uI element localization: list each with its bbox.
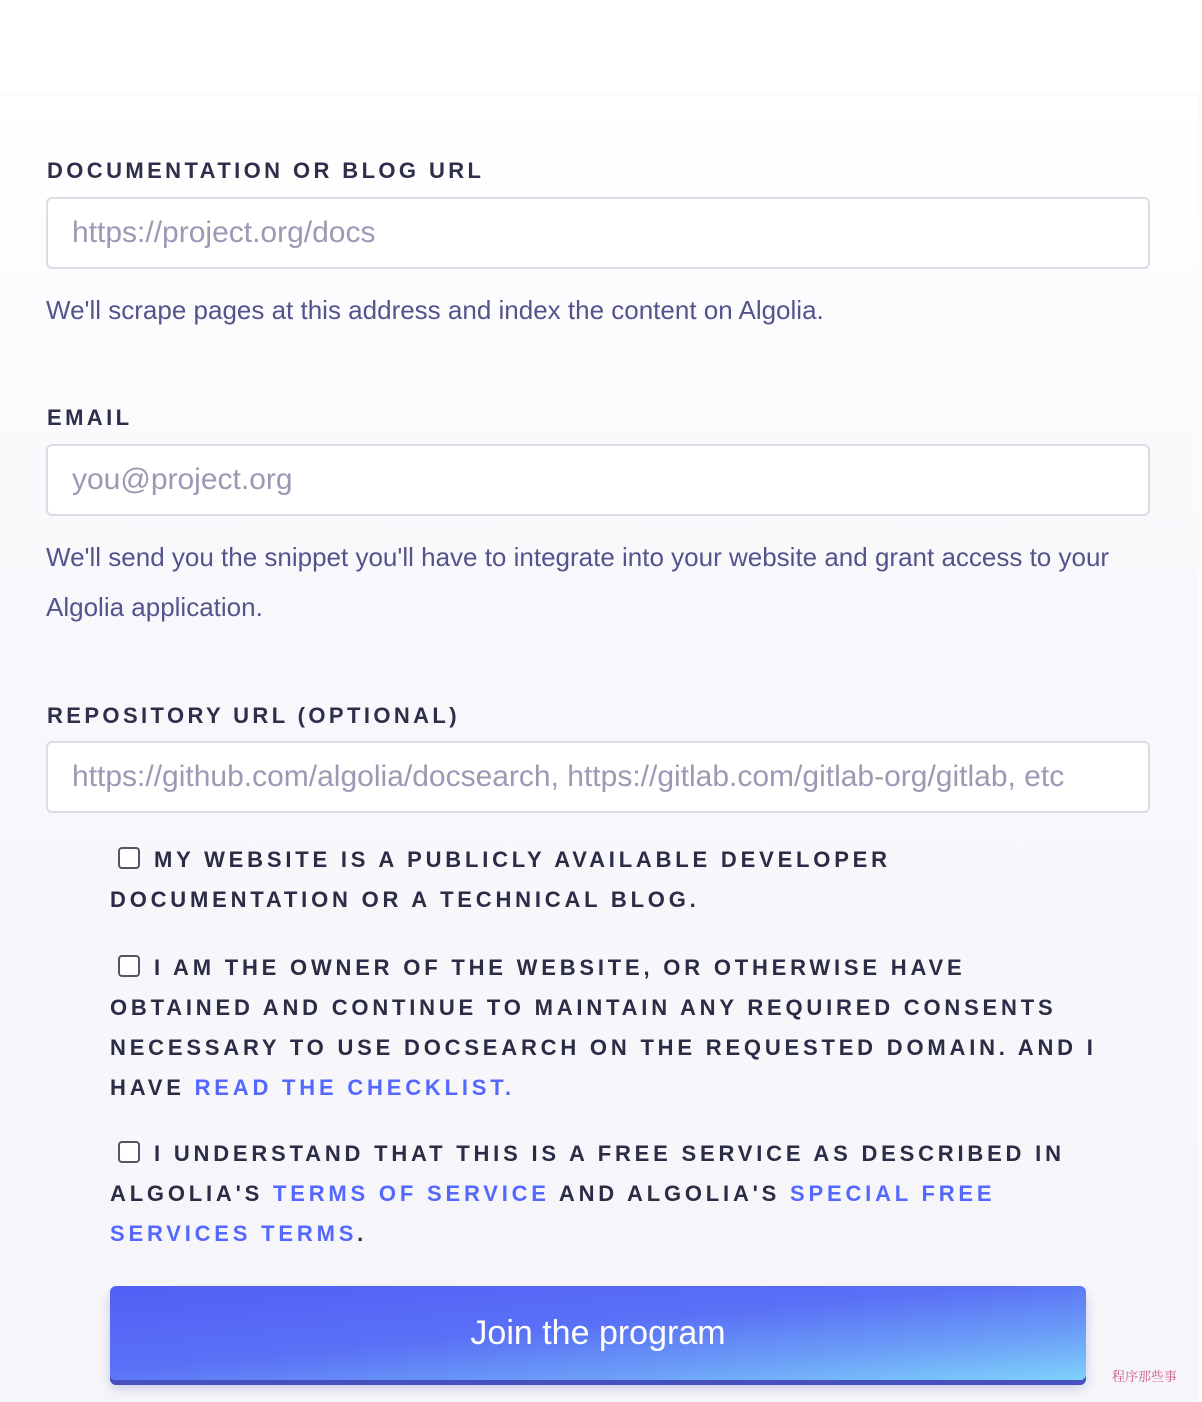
special-free-services-terms-link[interactable]: SPECIAL FREE SERVICES TERMS [110,1181,996,1246]
repo-url-input[interactable] [46,741,1150,813]
repo-url-label: REPOSITORY URL (OPTIONAL) [47,703,460,728]
docs-url-label: DOCUMENTATION OR BLOG URL [47,158,485,183]
free-service-terms-checkbox[interactable] [118,1141,140,1163]
checkbox-row-owner-consent [110,948,1110,1108]
public-docs-checkbox-label: MY WEBSITE IS A PUBLICLY AVAILABLE DEVELOPER DOCUMENTATION OR A TECHNICAL BLOG. [110,847,891,912]
signup-form-card [0,95,1198,1402]
watermark-text: 程序那些事 [1112,1370,1178,1385]
owner-consent-checkbox-label: I AM THE OWNER OF THE WEBSITE, OR OTHERWISE HAVE OBTAINED AND CONTINUE TO MAINTAIN ANY REQUIRED CONSENTS NECESSARY TO USE DOCSEARCH ON THE REQUESTED DOMAIN. AND I HAVE [110,955,1097,1100]
email-label: EMAIL [47,405,133,430]
checkbox-row-free-service-terms [110,1134,1110,1254]
free-service-terms-text-after: . [357,1221,368,1246]
docs-url-input[interactable] [46,197,1150,269]
terms-of-service-link[interactable]: TERMS OF SERVICE [273,1181,550,1206]
docs-url-help-text: We'll scrape pages at this address and index the content on Algolia. [46,295,824,325]
read-checklist-link[interactable]: READ THE CHECKLIST. [194,1075,515,1100]
public-docs-checkbox[interactable] [118,847,140,869]
owner-consent-checkbox[interactable] [118,955,140,977]
checkbox-row-public-docs [110,840,1110,920]
join-program-button[interactable]: Join the program [110,1286,1086,1380]
email-help-text: We'll send you the snippet you'll have to integrate into your website and grant access to your Algolia application. [46,542,1110,622]
email-input[interactable] [46,444,1150,516]
free-service-terms-text-middle: AND ALGOLIA'S [549,1181,791,1206]
free-service-terms-text-before: I UNDERSTAND THAT THIS IS A FREE SERVICE AS DESCRIBED IN ALGOLIA'S [110,1141,1065,1206]
